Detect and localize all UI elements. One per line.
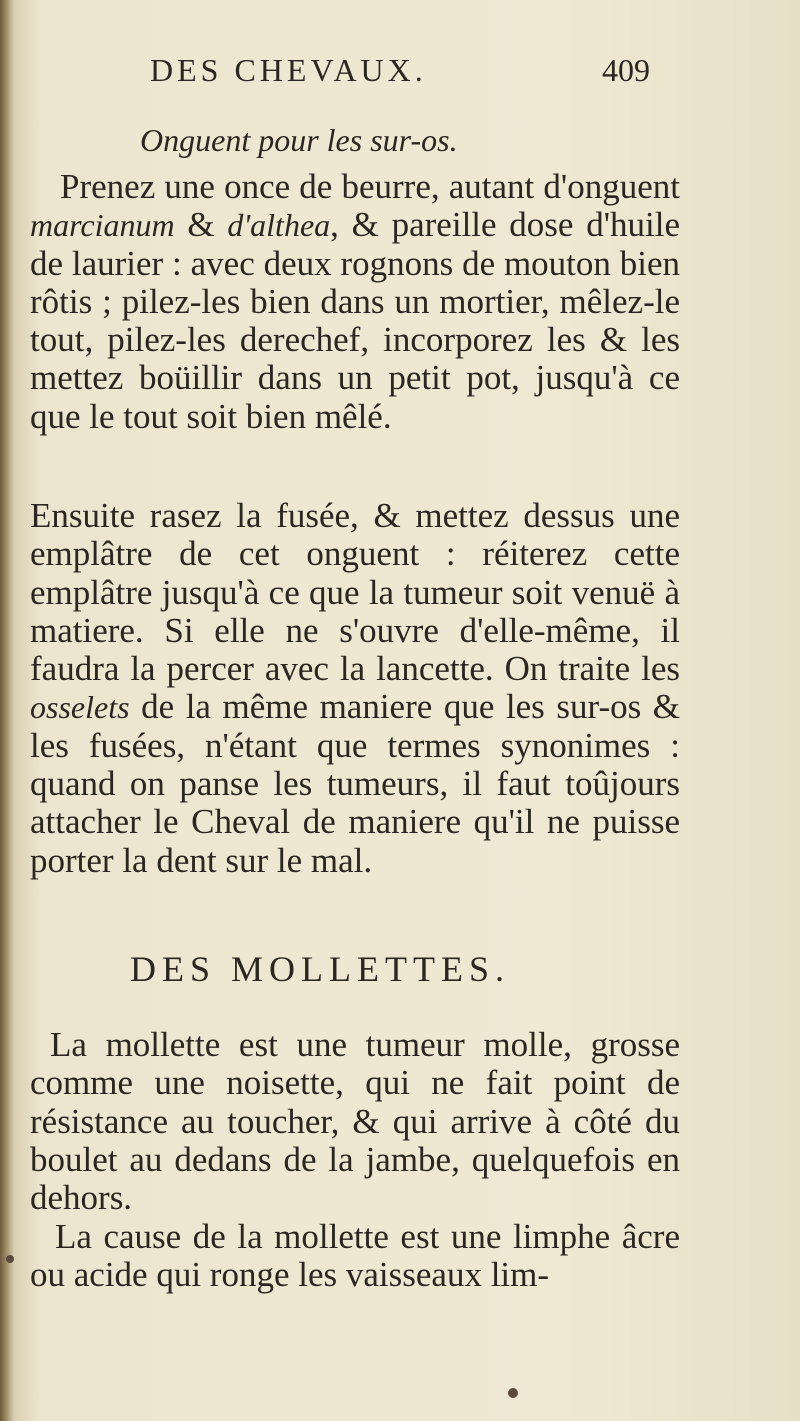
paragraph-mollette-definition: La mollette est une tumeur molle, grosse comme une noisette, qui ne fait point de résistance au toucher, & qui arrive à côté du boulet au dedans de la jambe, quelquefois en dehors. [30,1025,680,1218]
p1-italic-marcianum: marcianum [30,207,175,244]
p1-text-a: Prenez une once de beurre, autant d'onguent [60,167,680,206]
p2-text-b: de la même maniere que les sur-os & les fusées, n'étant que termes synonimes : quand on panse les tumeurs, il faut toûjours attacher le Cheval de maniere qu'il ne puisse porter la dent sur le mal. [30,687,680,880]
running-head [150,52,650,96]
p2-italic-osselets: osselets [30,689,130,726]
recipe-title: Onguent pour les sur-os. [140,122,458,158]
p1-text-c: , & pareille dose d'huile de laurier : avec deux rognons de mouton bien rôtis ; pilez-les bien dans un mortier, mêlez-le tout, pilez-les derechef, incorporez les & les mettez boüillir dans un petit pot, jusqu'à ce que le tout soit bien mêlé. [30,205,680,436]
p2-text-a: Ensuite rasez la fusée, & mettez dessus une emplâtre de cet onguent : réiterez cette emplâtre jusqu'à ce que la tumeur soit venuë à matiere. Si elle ne s'ouvre d'elle-même, il faudra la percer avec la lancette. On traite les [30,496,680,689]
paragraph-onguent [30,168,680,436]
paragraph-ensuite [30,497,680,880]
ink-fleck [6,1255,14,1263]
section-heading: DES MOLLETTES. [130,949,510,989]
running-head-title: DES CHEVAUX. [150,52,427,88]
paragraph-mollette-cause: La cause de la mollette est une limphe âcre ou acide qui ronge les vaisseaux lim- [30,1217,680,1295]
page-number: 409 [602,52,650,88]
p1-italic-althea: d'althea [227,207,331,244]
p1-text-b: & [174,205,228,245]
ink-fleck [508,1388,518,1398]
